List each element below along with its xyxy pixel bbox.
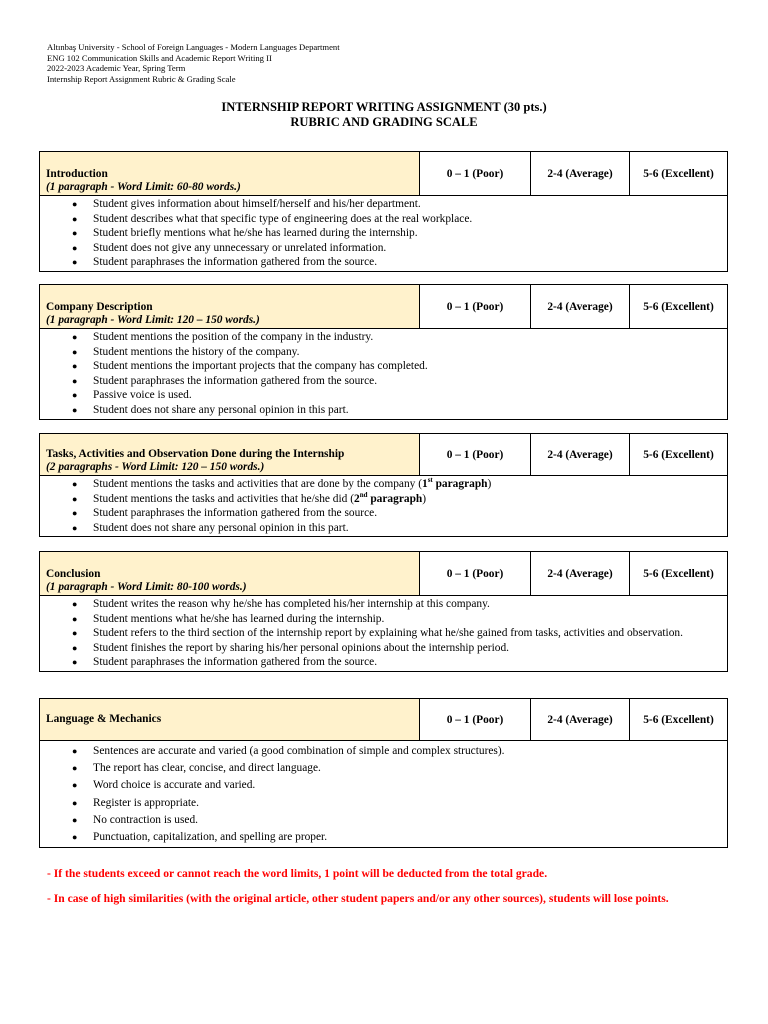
bullet-icon: ●	[72, 199, 78, 209]
criterion-title: Company Description	[46, 301, 153, 313]
header-line-1	[47, 42, 340, 53]
list-item: ● Student mentions the important projects that the company has completed.	[72, 360, 428, 373]
bullet-icon: ●	[72, 797, 78, 808]
score-poor: 0 – 1 (Poor)	[420, 152, 531, 195]
criterion-list	[40, 196, 727, 271]
criterion-subtitle: (1 paragraph - Word Limit: 120 – 150 words.)	[46, 314, 260, 326]
criterion-list	[40, 476, 727, 536]
list-item: ● The report has clear, concise, and direct language.	[40, 760, 727, 777]
score-excellent: 5-6 (Excellent)	[643, 448, 714, 461]
list-item: ● No contraction is used.	[40, 812, 727, 829]
bullet-icon: ●	[72, 213, 78, 224]
rubric-header-row	[40, 285, 727, 329]
list-item: ● Student writes the reason why he/she has completed his/her internship at this company.	[72, 598, 490, 610]
score-average: 2-4 (Average)	[531, 285, 630, 328]
header-line-4: Internship Report Assignment Rubric & Grading Scale	[47, 73, 236, 84]
list-item: ● Student finishes the report by sharing his/her personal opinions about the internship period.	[72, 641, 510, 654]
list-item: ● Word choice is accurate and varied.	[40, 777, 727, 794]
note-similarity: - In case of high similarities (with the original article, other student papers and/or any other sources), students will lose points.	[47, 892, 669, 905]
list-item: ● Student paraphrases the information gathered from the source.	[72, 374, 378, 387]
header-line-1-rest: - School of Foreign Languages - Modern Languages Department	[114, 42, 340, 52]
score-average: 2-4 (Average)	[531, 552, 630, 595]
score-average: 2-4 (Average)	[531, 434, 630, 475]
list-item: ● Student describes what that specific type of engineering does at the real workplace.	[72, 212, 473, 225]
score-average: 2-4 (Average)	[531, 152, 630, 195]
rubric-header-row	[40, 552, 727, 596]
bullet-icon: ●	[72, 780, 78, 791]
list-item: ● Student paraphrases the information gathered from the source.	[72, 656, 378, 669]
criterion-title: Introduction	[46, 168, 108, 180]
document-header	[47, 42, 340, 84]
header-line-2: ENG 102 Communication Skills and Academic Report Writing II	[47, 52, 272, 63]
rubric-header-row	[40, 152, 727, 196]
bullet-icon: ●	[72, 404, 78, 415]
note-word-limit: - If the students exceed or cannot reach the word limits, 1 point will be deducted from the total grade.	[47, 867, 548, 880]
bullet-icon: ●	[72, 642, 78, 653]
list-item: ● Student briefly mentions what he/she has learned during the internship.	[72, 227, 418, 240]
list-item: ● Student mentions what he/she has learned during the internship.	[72, 612, 385, 625]
score-poor: 0 – 1 (Poor)	[420, 699, 531, 740]
list-item: ● Student mentions the tasks and activities that are done by the company (1st paragraph)	[72, 476, 492, 490]
sub-title: RUBRIC AND GRADING SCALE	[290, 115, 478, 129]
score-excellent: 5-6 (Excellent)	[643, 300, 714, 313]
score-excellent: 5-6 (Excellent)	[643, 567, 714, 580]
bullet-icon: ●	[72, 522, 78, 533]
criterion-title-cell	[40, 552, 420, 595]
criterion-subtitle: (1 paragraph - Word Limit: 60-80 words.)	[46, 181, 241, 193]
bullet-icon: ●	[72, 242, 78, 253]
university-name: Altınbaş University	[47, 42, 115, 52]
rubric-header-row	[40, 699, 727, 741]
list-item: ● Student gives information about himself/herself and his/her department.	[72, 198, 421, 210]
score-excellent: 5-6 (Excellent)	[643, 167, 714, 180]
rubric-language-mechanics	[39, 698, 728, 848]
criterion-title-cell	[40, 152, 420, 195]
criterion-title: Tasks, Activities and Observation Done during the Internship	[46, 448, 345, 460]
document-titles	[0, 100, 768, 130]
bullet-icon: ●	[72, 390, 78, 401]
criterion-title: Language & Mechanics	[46, 713, 162, 725]
bullet-icon: ●	[72, 257, 78, 268]
list-item: ● Student paraphrases the information gathered from the source.	[72, 507, 378, 520]
criterion-title: Conclusion	[46, 568, 101, 580]
score-average: 2-4 (Average)	[531, 699, 630, 740]
rubric-header-row	[40, 434, 727, 476]
bullet-icon: ●	[72, 493, 78, 504]
bullet-icon: ●	[72, 746, 78, 756]
list-item: ● Student mentions the position of the company in the industry.	[72, 331, 374, 343]
list-item: ● Student mentions the tasks and activities that he/she did (2nd paragraph)	[72, 490, 427, 505]
bullet-icon: ●	[72, 763, 78, 774]
criterion-list	[40, 596, 727, 671]
score-excellent: 5-6 (Excellent)	[643, 713, 714, 726]
list-item: ● Student does not share any personal opinion in this part.	[72, 521, 349, 534]
bullet-icon: ●	[72, 628, 78, 639]
criterion-title-cell	[40, 434, 420, 475]
list-item: ● Student mentions the history of the company.	[72, 345, 300, 358]
header-line-3: 2022-2023 Academic Year, Spring Term	[47, 63, 186, 74]
list-item: ● Student refers to the third section of the internship report by explaining what he/she gained from tasks, activities and observation.	[72, 627, 683, 640]
bullet-icon: ●	[72, 228, 78, 239]
bullet-icon: ●	[72, 814, 78, 825]
bullet-icon: ●	[72, 508, 78, 519]
score-poor: 0 – 1 (Poor)	[420, 285, 531, 328]
bullet-icon: ●	[72, 599, 78, 609]
list-item: ● Student does not share any personal opinion in this part.	[72, 403, 349, 416]
criterion-list	[40, 741, 727, 847]
bullet-icon: ●	[72, 613, 78, 624]
bullet-icon: ●	[72, 657, 78, 668]
score-poor: 0 – 1 (Poor)	[420, 434, 531, 475]
list-item: ● Punctuation, capitalization, and spelling are proper.	[40, 829, 727, 846]
criterion-list	[40, 329, 727, 419]
criterion-subtitle: (1 paragraph - Word Limit: 80-100 words.)	[46, 581, 247, 593]
rubric-tasks-activities	[39, 433, 728, 537]
list-item: ● Student does not give any unnecessary or unrelated information.	[72, 241, 387, 254]
criterion-subtitle: (2 paragraphs - Word Limit: 120 – 150 words.)	[46, 461, 265, 473]
bullet-icon: ●	[72, 332, 78, 342]
bullet-icon: ●	[72, 832, 78, 843]
bullet-icon: ●	[72, 346, 78, 357]
list-item: ● Student paraphrases the information gathered from the source.	[72, 256, 378, 269]
score-poor: 0 – 1 (Poor)	[420, 552, 531, 595]
criterion-title-cell	[40, 285, 420, 328]
bullet-icon: ●	[72, 361, 78, 372]
rubric-company-description	[39, 284, 728, 420]
criterion-title-cell	[40, 699, 420, 740]
bullet-icon: ●	[72, 479, 78, 489]
main-title: INTERNSHIP REPORT WRITING ASSIGNMENT (30 pts.)	[221, 100, 547, 114]
list-item: ● Register is appropriate.	[40, 795, 727, 812]
bullet-icon: ●	[72, 375, 78, 386]
list-item: ● Passive voice is used.	[72, 389, 192, 402]
rubric-introduction	[39, 151, 728, 272]
list-item: ● Sentences are accurate and varied (a good combination of simple and complex structures).	[40, 743, 727, 760]
rubric-conclusion	[39, 551, 728, 672]
